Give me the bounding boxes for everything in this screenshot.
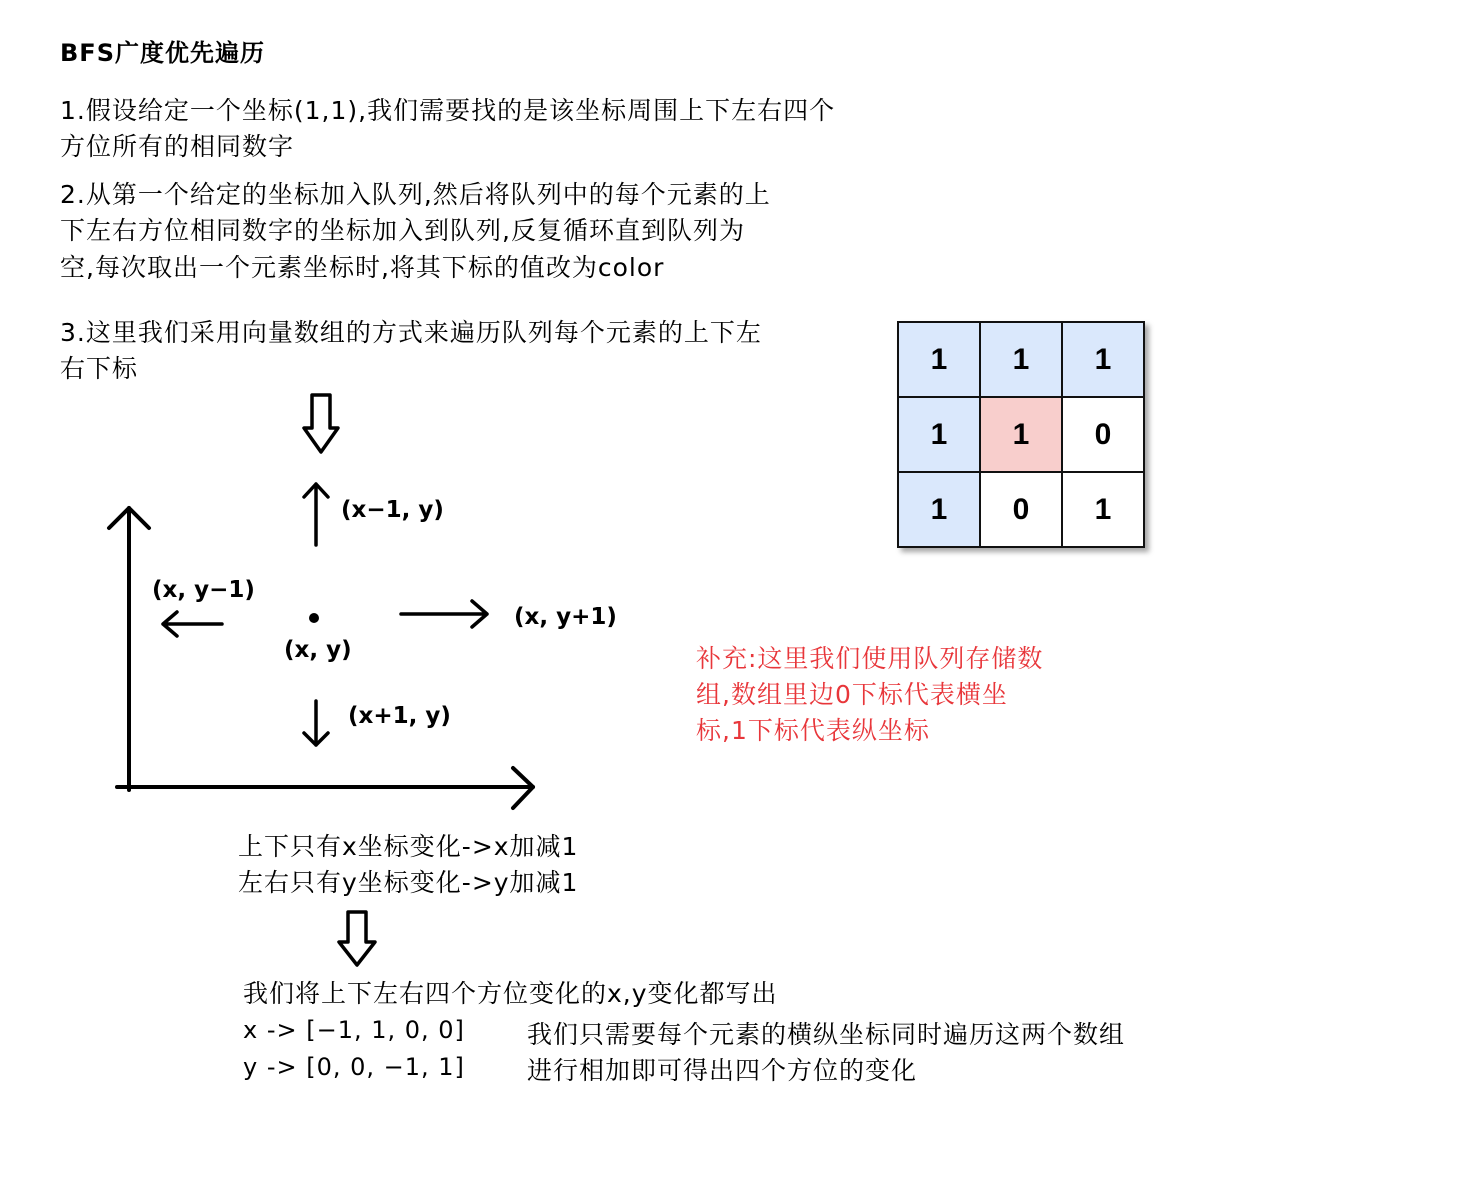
step-2-line-1: 2.从第一个给定的坐标加入队列,然后将队列中的每个元素的上 — [60, 180, 771, 209]
summary-text: 我们将上下左右四个方位变化的x,y变化都写出 — [243, 979, 778, 1008]
step-3-line-2: 右下标 — [60, 354, 139, 383]
label-left: (x, y−1) — [152, 577, 255, 603]
page-title: BFS广度优先遍历 — [60, 39, 265, 67]
grid-cell: 1 — [898, 472, 980, 547]
label-up: (x−1, y) — [341, 497, 444, 523]
note-line-2: 组,数组里边0下标代表横坐 — [696, 680, 1008, 709]
grid-cell: 0 — [980, 472, 1062, 547]
grid-cell: 1 — [980, 397, 1062, 472]
step-2-line-2: 下左右方位相同数字的坐标加入到队列,反复循环直到队列为 — [60, 216, 745, 245]
hollow-down-arrow-top — [304, 395, 338, 452]
rule-left-right: 左右只有y坐标变化->y加减1 — [238, 868, 579, 897]
center-dot — [309, 613, 319, 623]
matrix-grid — [897, 321, 1145, 548]
grid-cell: 0 — [1062, 397, 1144, 472]
right-arrow — [401, 601, 487, 627]
step-1-line-1: 1.假设给定一个坐标(1,1),我们需要找的是该坐标周围上下左右四个 — [60, 96, 836, 125]
explain-line-2: 进行相加即可得出四个方位的变化 — [527, 1056, 918, 1085]
grid-cell: 1 — [1062, 322, 1144, 397]
grid-cell: 1 — [898, 322, 980, 397]
grid-cell: 1 — [898, 397, 980, 472]
step-1-line-2: 方位所有的相同数字 — [60, 132, 295, 161]
down-arrow — [304, 701, 328, 745]
step-3-line-1: 3.这里我们采用向量数组的方式来遍历队列每个元素的上下左 — [60, 318, 762, 347]
hollow-down-arrow-bottom — [339, 912, 375, 965]
label-right: (x, y+1) — [514, 604, 617, 630]
note-line-3: 标,1下标代表纵坐标 — [696, 716, 930, 745]
grid-cell: 1 — [1062, 472, 1144, 547]
up-arrow — [304, 484, 328, 545]
label-center: (x, y) — [284, 637, 352, 663]
y-vector: y -> [0, 0, −1, 1] — [243, 1053, 465, 1081]
grid-cell: 1 — [980, 322, 1062, 397]
left-arrow — [163, 612, 222, 636]
rule-up-down: 上下只有x坐标变化->x加减1 — [238, 832, 579, 861]
label-down: (x+1, y) — [348, 703, 451, 729]
note-line-1: 补充:这里我们使用队列存储数 — [696, 644, 1044, 673]
step-2-line-3: 空,每次取出一个元素坐标时,将其下标的值改为color — [60, 253, 665, 282]
explain-line-1: 我们只需要每个元素的横纵坐标同时遍历这两个数组 — [527, 1020, 1126, 1049]
x-vector: x -> [−1, 1, 0, 0] — [243, 1016, 465, 1044]
